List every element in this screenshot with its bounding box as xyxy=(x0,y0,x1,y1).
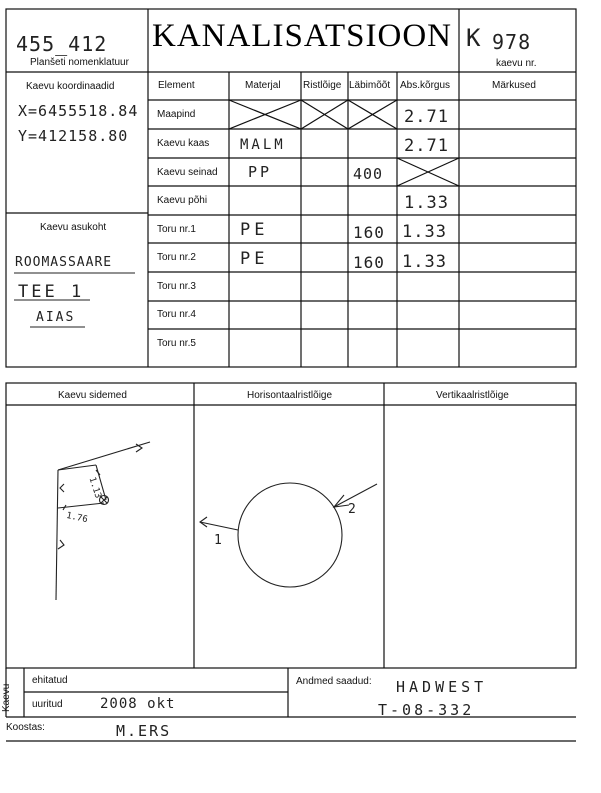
row-elevation: 2.71 xyxy=(404,107,449,127)
coordinate-x: X=6455518.84 xyxy=(18,102,139,120)
row-elevation: 1.33 xyxy=(402,222,447,242)
row-element: Toru nr.1 xyxy=(157,224,196,235)
row-element: Toru nr.4 xyxy=(157,309,196,320)
row-material: PP xyxy=(248,163,273,181)
well-number: 978 xyxy=(492,30,532,54)
compiled-value: M.ERS xyxy=(116,722,172,740)
data-source-value-1: HADWEST xyxy=(396,678,488,696)
connections-label: Kaevu sidemed xyxy=(58,390,127,401)
well-side-label: Kaevu xyxy=(1,683,12,712)
well-prefix: K xyxy=(466,24,482,52)
col-header-diameter: Läbimõõt xyxy=(349,80,391,91)
row-diameter: 400 xyxy=(353,165,384,183)
row-elevation: 1.33 xyxy=(404,193,449,213)
row-material: PE xyxy=(240,249,269,269)
row-diameter: 160 xyxy=(353,223,385,242)
surveyed-value: 2008 okt xyxy=(100,696,176,712)
row-element: Kaevu põhi xyxy=(157,195,208,206)
row-element: Toru nr.5 xyxy=(157,338,196,349)
data-source-label: Andmed saadud: xyxy=(296,676,372,687)
location-label: Kaevu asukoht xyxy=(40,222,107,233)
data-source-value-2: T-08-332 xyxy=(378,701,475,719)
col-header-cross-section: Ristlõige xyxy=(303,80,342,91)
row-element: Kaevu seinad xyxy=(157,167,218,178)
nomenclature-value: 455_412 xyxy=(16,32,108,56)
row-element: Kaevu kaas xyxy=(157,138,210,149)
row-elevation: 2.71 xyxy=(404,136,449,156)
nomenclature-label: Planšeti nomenklatuur xyxy=(30,57,129,68)
row-element: Toru nr.3 xyxy=(157,281,196,292)
sketch-dimension-1: 1.13 xyxy=(86,476,103,500)
row-material: MALM xyxy=(240,137,286,153)
horizontal-section-drawing xyxy=(200,483,377,587)
built-label: ehitatud xyxy=(32,675,68,686)
compiled-label: Koostas: xyxy=(6,722,45,733)
row-elevation: 1.33 xyxy=(402,252,447,272)
pipe-label-1: 1 xyxy=(214,533,223,548)
vertical-section-label: Vertikaalristlõige xyxy=(436,390,509,401)
coordinate-y: Y=412158.80 xyxy=(18,127,129,145)
row-element: Maapind xyxy=(157,109,196,120)
col-header-remarks: Märkused xyxy=(492,80,536,91)
coordinates-label: Kaevu koordinaadid xyxy=(26,81,115,92)
location-line-1: ROOMASSAARE xyxy=(15,255,113,270)
row-diameter: 160 xyxy=(353,253,385,272)
location-line-3: AIAS xyxy=(36,310,76,325)
page-title: KANALISATSIOON xyxy=(152,18,452,54)
col-header-elevation: Abs.kõrgus xyxy=(400,80,451,91)
well-number-label: kaevu nr. xyxy=(496,58,537,69)
col-header-material: Materjal xyxy=(245,80,281,91)
row-element: Toru nr.2 xyxy=(157,252,196,263)
location-line-2: TEE 1 xyxy=(18,282,85,302)
pipe-label-2: 2 xyxy=(348,502,357,517)
col-header-element: Element xyxy=(158,80,195,91)
sketch-dimension-2: 1.76 xyxy=(65,510,89,526)
horizontal-section-label: Horisontaalristlõige xyxy=(247,390,333,401)
row-material: PE xyxy=(240,220,269,240)
surveyed-label: uuritud xyxy=(32,699,63,710)
